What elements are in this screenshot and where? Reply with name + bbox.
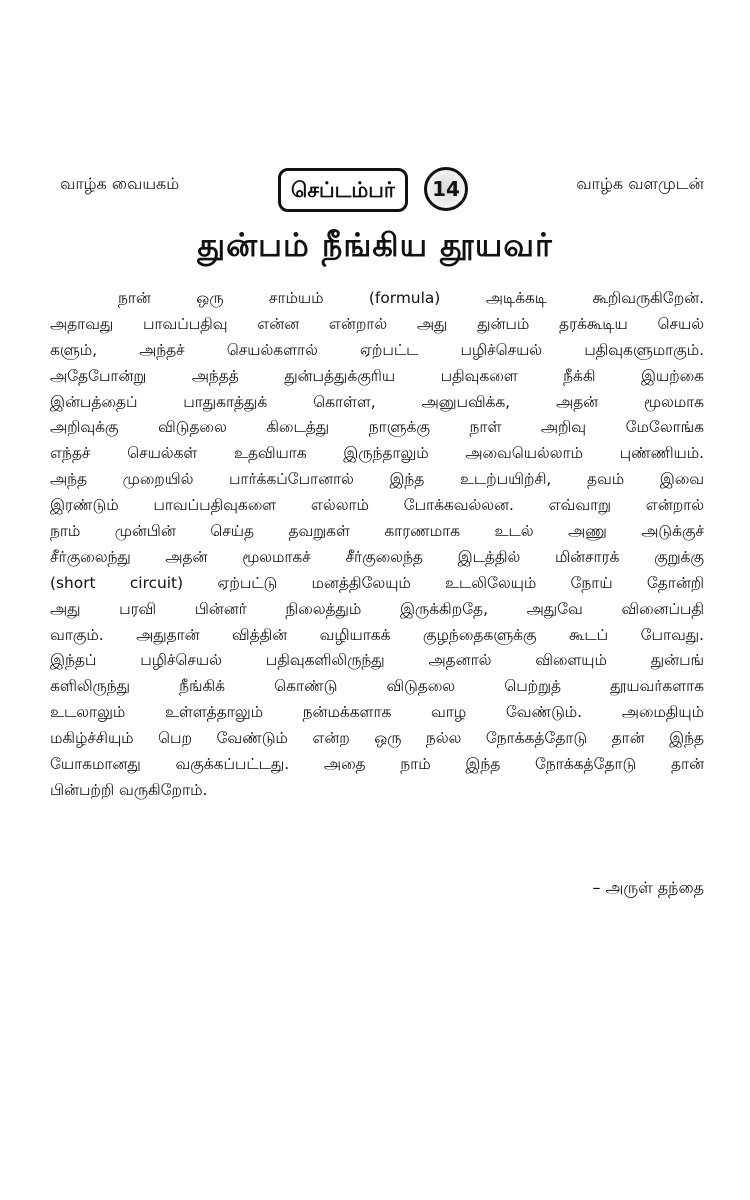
body-line: பின்பற்றி வருகிறோம். [50, 780, 208, 799]
body-line: அந்த முறையில் பார்க்கப்போனால் இந்த உடற்பயிற்சி, தவம் இவை [50, 470, 704, 489]
body-line: வாகும். அதுதான் வித்தின் வழியாகக் குழந்தைகளுக்கு கூடப் போவது. [50, 625, 704, 644]
body-line: சீர்குலைந்து அதன் மூலமாகச் சீர்குலைந்த இடத்தில் மின்சாரக் குறுக்கு [50, 547, 704, 566]
body-line: அது பரவி பின்னர் நிலைத்தும் இருக்கிறதே, அதுவே வினைப்பதி [50, 599, 704, 618]
header-left-motto: வாழ்க வையகம் [60, 174, 180, 193]
body-line: களும், அந்தச் செயல்களால் ஏற்பட்ட பழிச்செயல் பதிவுகளுமாகும். [50, 340, 704, 359]
date-badge [278, 168, 466, 212]
body-line: நாம் முன்பின் செய்த தவறுகள் காரணமாக உடல் அணு அடுக்குச் [50, 522, 704, 541]
page-title: துன்பம் நீங்கிய தூயவர் [197, 226, 553, 264]
body-line: அதாவது பாவப்பதிவு என்ன என்றால் அது துன்பம் தரக்கூடிய செயல் [50, 314, 704, 333]
body-line: அறிவுக்கு விடுதலை கிடைத்து நாளுக்கு நாள் அறிவு மேலோங்க [50, 418, 704, 437]
body-paragraph [50, 286, 704, 804]
signature: – அருள் தந்தை [592, 878, 704, 897]
header-right-motto: வாழ்க வளமுடன் [576, 174, 704, 193]
body-line: நான் ஒரு சாம்யம் (formula) அடிக்கடி கூறிவருகிறேன். [118, 289, 704, 307]
body-line: உடலாலும் உள்ளத்தாலும் நன்மக்களாக வாழ வேண்டும். அமைதியும் [50, 703, 704, 722]
date-day: 14 [424, 167, 468, 211]
body-line: இந்தப் பழிச்செயல் பதிவுகளிலிருந்து அதனால் விளையும் துன்பங் [50, 651, 704, 670]
body-line: களிலிருந்து நீங்கிக் கொண்டு விடுதலை பெற்றுத் தூயவர்களாக [50, 677, 704, 696]
body-line: யோகமானது வகுக்கப்பட்டது. அதை நாம் இந்த நோக்கத்தோடு தான் [50, 755, 704, 774]
body-line: இன்பத்தைப் பாதுகாத்துக் கொள்ள, அனுபவிக்க, அதன் மூலமாக [50, 392, 704, 411]
body-line: அதேபோன்று அந்தத் துன்பத்துக்குரிய பதிவுகளை நீக்கி இயற்கை [50, 366, 704, 385]
body-line: (short circuit) ஏற்பட்டு மனத்திலேயும் உடலிலேயும் நோய் தோன்றி [50, 573, 704, 592]
body-line: எந்தச் செயல்கள் உதவியாக இருந்தாலும் அவையெல்லாம் புண்ணியம். [50, 444, 704, 463]
body-line: இரண்டும் பாவப்பதிவுகளை எல்லாம் போக்கவல்லன. எவ்வாறு என்றால் [50, 496, 704, 515]
date-month: செப்டம்பர் [278, 168, 408, 212]
body-line: மகிழ்ச்சியும் பெற வேண்டும் என்ற ஒரு நல்ல நோக்கத்தோடு தான் இந்த [50, 729, 704, 748]
